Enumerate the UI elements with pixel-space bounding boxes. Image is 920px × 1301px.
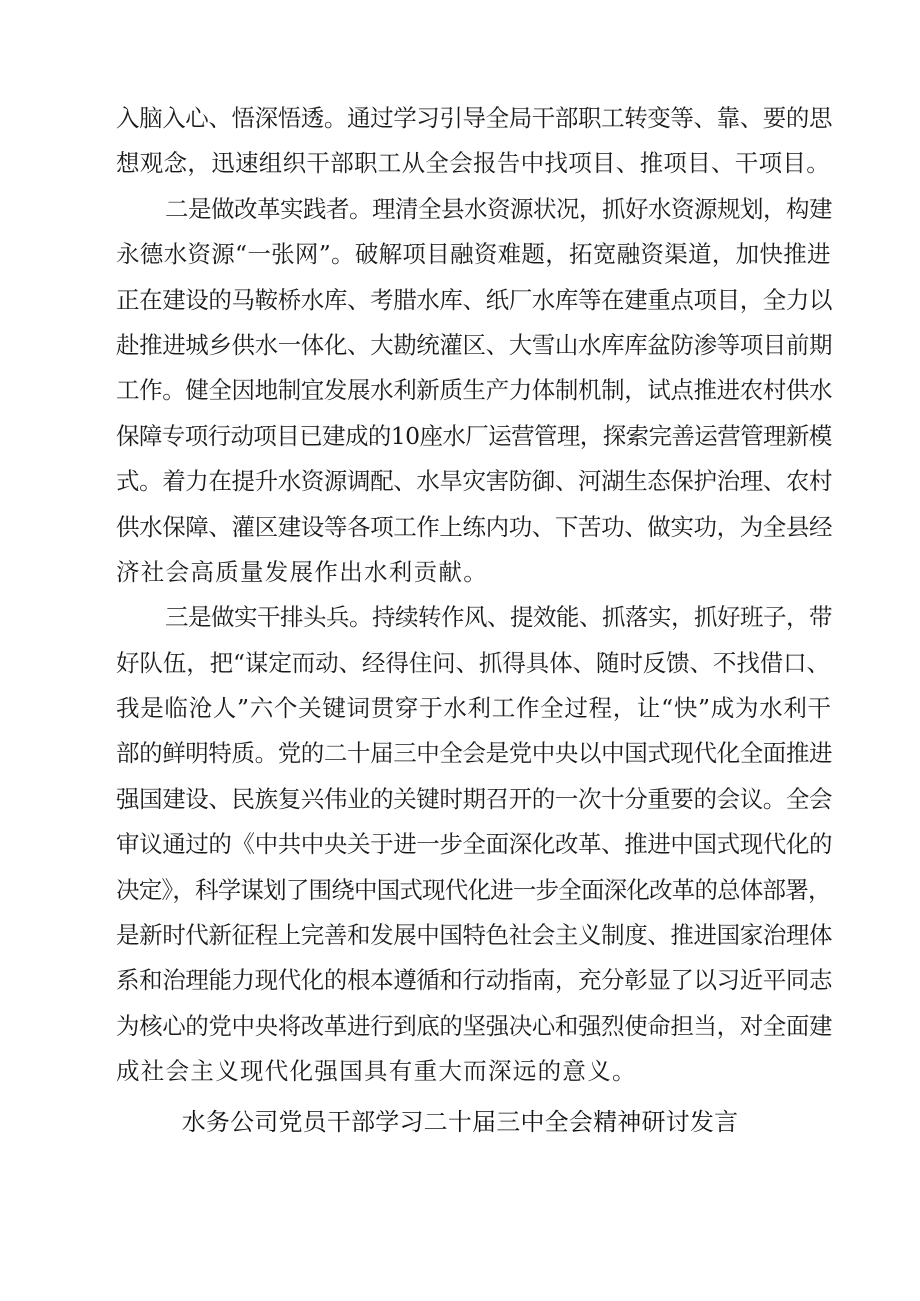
text-line: 为核心的党中央将改革进行到底的坚强决心和强烈使命担当，对全面建	[116, 1011, 833, 1040]
text-line: 工作。健全因地制宜发展水利新质生产力体制机制，试点推进农村供水	[116, 376, 833, 405]
body-text	[116, 96, 832, 1095]
text-line: 审议通过的《中共中央关于进一步全面深化改革、推进中国式现代化的	[116, 830, 833, 859]
text-line: 式。着力在提升水资源调配、水旱灾害防御、河湖生态保护治理、农村	[116, 467, 833, 496]
text-line: 入脑入心、悟深悟透。通过学习引导全局干部职工转变等、靠、要的思	[116, 104, 833, 132]
text-line: 济社会高质量发展作出水利贡献。	[116, 557, 488, 586]
text-line: 强国建设、民族复兴伟业的关键时期召开的一次十分重要的会议。全会	[116, 784, 833, 813]
text-line: 系和治理能力现代化的根本遵循和行动指南，充分彰显了以习近平同志	[116, 966, 833, 995]
text-line: 是新时代新征程上完善和发展中国特色社会主义制度、推进国家治理体	[116, 921, 833, 950]
text-line: 决定》，科学谋划了围绕中国式现代化进一步全面深化改革的总体部署，	[116, 875, 831, 904]
text-line: 想观念，迅速组织干部职工从全会报告中找项目、推项目、干项目。	[116, 149, 830, 178]
text-line: 好队伍，把“谋定而动、经得住问、抓得具体、随时反馈、不找借口、	[116, 648, 830, 677]
paragraph-start-line: 三是做实干排头兵。持续转作风、提效能、抓落实，抓好班子，带	[165, 603, 832, 632]
text-line: 部的鲜明特质。党的二十届三中全会是党中央以中国式现代化全面推进	[116, 739, 833, 768]
text-line: 赴推进城乡供水一体化、大勘统灌区、大雪山水库库盆防渗等项目前期	[116, 330, 833, 359]
paragraph-start-line: 二是做改革实践者。理清全县水资源状况，抓好水资源规划，构建	[165, 194, 832, 223]
section-title: 水务公司党员干部学习二十届三中全会精神研讨发言	[181, 1108, 739, 1136]
text-line: 我是临沧人”六个关键词贯穿于水利工作全过程，让“快”成为水利干	[116, 694, 832, 723]
text-line: 正在建设的马鞍桥水库、考腊水库、纸厂水库等在建重点项目，全力以	[116, 285, 833, 314]
text-line: 保障专项行动项目已建成的10座水厂运营管理，探索完善运营管理新模	[116, 421, 832, 450]
text-line: 供水保障、灌区建设等各项工作上练内功、下苦功、做实功，为全县经	[116, 512, 833, 541]
text-line: 永德水资源“一张网”。破解项目融资难题，拓宽融资渠道，加快推进	[116, 240, 831, 269]
text-line: 成社会主义现代化强国具有重大而深远的意义。	[116, 1057, 637, 1086]
